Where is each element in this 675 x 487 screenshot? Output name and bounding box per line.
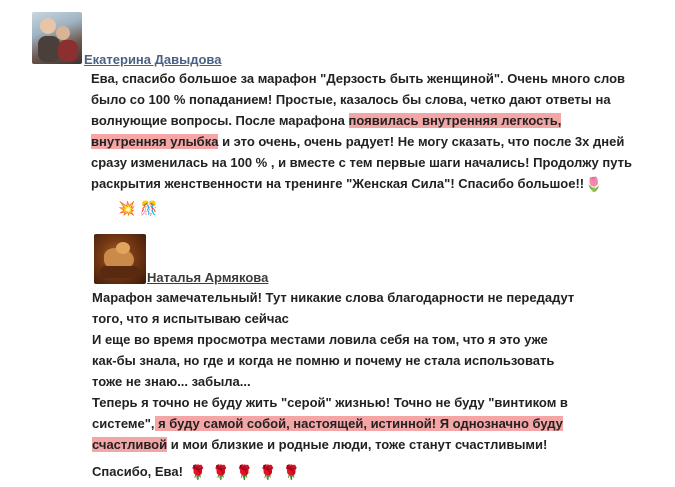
rose-icon: 🌹 [188,464,207,480]
text-line: было со 100 % попаданием! Простые, казалось бы слова, четко дают ответы на [91,92,611,107]
text-segment: системе", [92,416,155,431]
text-line: Марафон замечательный! Тут никакие слова благодарности не передадут [92,290,575,305]
review-text [91,68,631,219]
rose-icon: 🌹 [259,464,277,480]
text-line: Теперь я точно не буду жить "серой" жизнью! Точно не буду "винтиком в [92,395,568,410]
highlighted-text: появилась внутренняя легкость, [348,113,562,128]
rose-icon: 🌹 [282,464,301,480]
author-link[interactable]: Екатерина Давыдова [84,52,222,67]
text-segment: раскрытия женственности на тренинге "Женская Сила"! Спасибо большое!! [91,176,585,191]
confetti-icon: 🎊 [140,200,158,216]
text-segment: волнующие вопросы. После марафона [91,113,349,128]
text-line: тоже не знаю... забыла... [92,374,251,389]
avatar[interactable] [32,12,82,64]
text-line: как-бы знала, но где и когда не помню и почему не стала использовать [92,353,555,368]
text-segment: и мои близкие и родные люди, тоже станут счастливыми! [167,437,548,452]
emoji-row [117,197,631,219]
text-line: Ева, спасибо большое за марафон "Дерзость быть женщиной". Очень много слов [91,71,626,86]
rose-icon: 🌹 [235,464,254,480]
author-link[interactable]: Наталья Армякова [147,270,269,285]
rose-icon: 🌹 [212,464,230,480]
text-line: сразу изменилась на 100 % , и вместе с тем первые шаги начались! Продолжу путь [91,155,632,170]
text-line [91,131,631,152]
highlighted-text: внутренняя улыбка [91,134,219,149]
boom-icon: 💥 [118,200,136,216]
highlighted-text: я буду самой собой, настоящей, истинной! Я однозначно буду [154,416,563,431]
text-line [92,461,632,483]
text-line [92,413,632,434]
highlighted-text: счастливой [92,437,168,452]
text-line [92,434,632,455]
text-line: И еще во время просмотра местами ловила себя на том, что я это уже [92,332,548,347]
avatar[interactable] [94,234,146,284]
review-text [92,287,632,483]
text-line [91,173,631,195]
tulip-icon: 🌷 [585,176,603,192]
text-line: того, что я испытываю сейчас [92,311,289,326]
text-line [91,110,631,131]
text-segment: и это очень, очень радует! Не могу сказать, что после 3х дней [218,134,625,149]
text-segment: Спасибо, Ева! [92,464,183,479]
